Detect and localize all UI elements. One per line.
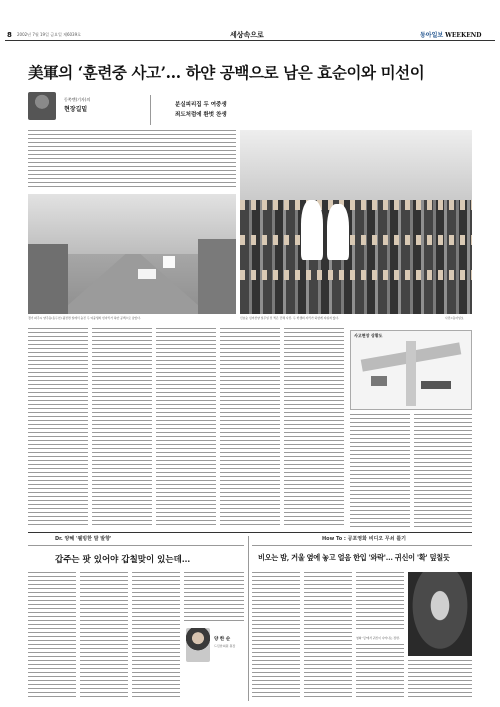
left-body-1 <box>28 572 76 700</box>
body-col-5 <box>284 328 344 528</box>
left-body-3 <box>132 572 180 700</box>
photo-caption-2: 신효순 심미선양 일주일 전 찍은 단체 사진. 두 학생의 자리가 하얗게 지워져 있다. <box>240 316 339 320</box>
road-photo <box>28 194 236 314</box>
body-col-6 <box>350 414 410 528</box>
page-number: 8 <box>7 31 12 39</box>
section-title: 세상속으로 <box>230 31 264 39</box>
columnist-photo <box>186 628 210 662</box>
right-body-1 <box>252 572 300 700</box>
accident-graphic <box>350 330 472 410</box>
body-col-4 <box>220 328 280 528</box>
intro-text <box>28 130 236 190</box>
right-headline: 비오는 밤, 거울 옆에 놓고 얼음 한입 '와락'… 귀신이 '확' 덮칠듯 <box>258 553 450 562</box>
bottom-divider <box>28 532 472 533</box>
subhead-1: 분실피리집 두 여중생 <box>175 102 227 108</box>
group-photo <box>240 130 472 314</box>
left-headline: 갑주는 팟 있어야 갑칠맞이 있는데… <box>55 555 191 565</box>
header-rule <box>5 40 495 41</box>
byline-rule <box>150 95 151 125</box>
silhouette-1 <box>301 200 323 260</box>
missing-students-silhouettes <box>295 200 355 260</box>
left-series-rule <box>28 545 244 546</box>
bottom-column-divider <box>248 536 249 701</box>
silhouette-2 <box>327 204 349 260</box>
horror-movie-photo <box>408 572 472 656</box>
right-series-rule <box>252 545 472 546</box>
left-body-2 <box>80 572 128 700</box>
left-body-4 <box>184 572 244 622</box>
author-name: 양 한 순 <box>214 637 231 642</box>
photo-credit: 사진=동아일보 <box>445 316 464 320</box>
right-body-4 <box>356 644 404 700</box>
right-series-title: How To : 공포영화 비디오 무쇠 틀기 <box>322 536 406 542</box>
date-line: 2002년 7월 19일 금요일 제6039호 <box>17 32 81 37</box>
subhead-2: 죄도처럼에 환벗 찬생 <box>175 112 227 118</box>
right-body-3 <box>356 572 404 632</box>
graphic-title: 사고현장 상황도 <box>354 333 383 338</box>
body-col-2 <box>92 328 152 528</box>
body-col-1 <box>28 328 88 528</box>
byline-name: 현장길밑 <box>64 106 88 113</box>
reporter-photo <box>28 92 56 120</box>
right-photo-caption: 영화 '링'에서 귀신이 나타나는 장면. <box>356 636 400 640</box>
right-body-2 <box>304 572 352 700</box>
page-headline: 美軍의 ‘훈련중 사고’… 하얀 공백으로 남은 효순이와 미선이 <box>28 63 425 82</box>
author-title: 드림한의원 원장 <box>214 644 236 648</box>
byline-org: 동쪽맨(기자)의 <box>64 97 91 102</box>
body-col-3 <box>156 328 216 528</box>
byline-box <box>28 89 146 123</box>
photo-caption: 경기 파주시 양주동(동두천) 광전면 일에서 숨진 두 여중생의 빈자리가 하얀 공백으로 남았다. <box>28 316 141 320</box>
left-series-title: Dr. 양혜 '웰빙한 말 발향' <box>55 536 112 542</box>
paper-name-text: 동아일보 <box>420 32 444 39</box>
body-col-7 <box>414 414 472 528</box>
paper-name <box>420 30 481 39</box>
right-body-5 <box>408 660 472 700</box>
weekend-label: WEEKEND <box>445 32 482 39</box>
